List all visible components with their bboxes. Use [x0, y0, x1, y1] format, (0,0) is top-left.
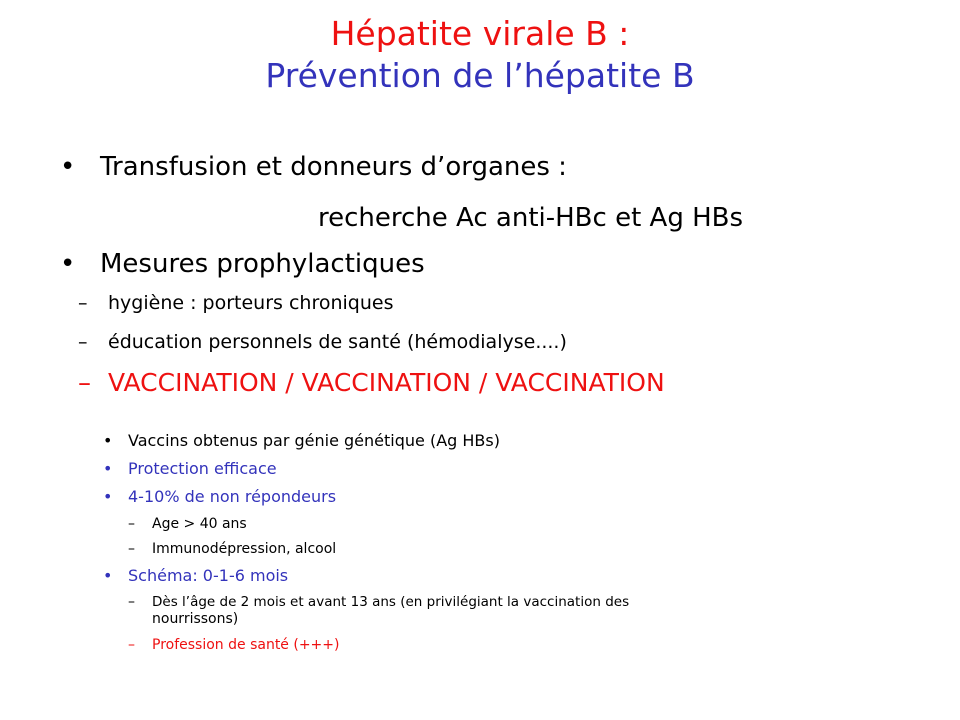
sub-des-age: Dès l’âge de 2 mois et avant 13 ans (en privilégiant la vaccination des — [152, 594, 630, 610]
dash-icon: – — [128, 637, 135, 653]
sub-education: éducation personnels de santé (hémodialyse....) — [108, 331, 567, 353]
bullet-icon: • — [103, 431, 113, 450]
slide-title-line1: Hépatite virale B : — [330, 14, 630, 53]
bullet-icon: • — [60, 249, 76, 279]
dash-icon: – — [128, 541, 135, 557]
sub-profession-sante: Profession de santé (+++) — [152, 637, 340, 653]
item-vaccins-obtenus: Vaccins obtenus par génie génétique (Ag HBs) — [128, 431, 500, 450]
dash-icon: – — [128, 594, 135, 610]
bullet-icon: • — [60, 152, 76, 182]
sub-age: Age > 40 ans — [152, 516, 247, 532]
sub-vaccination: VACCINATION / VACCINATION / VACCINATION — [108, 368, 665, 397]
dash-icon: – — [78, 331, 88, 353]
bullet-mesures: Mesures prophylactiques — [100, 249, 425, 279]
item-schema: Schéma: 0-1-6 mois — [128, 566, 289, 585]
bullet-transfusion: Transfusion et donneurs d’organes : — [100, 152, 567, 182]
bullet-icon: • — [103, 487, 113, 506]
slide-title-line2: Prévention de l’hépatite B — [265, 56, 695, 95]
bullet-icon: • — [103, 459, 113, 478]
sub-hygiene: hygiène : porteurs chroniques — [108, 292, 394, 314]
item-protection-efficace: Protection efficace — [128, 459, 277, 478]
bullet-transfusion-continuation: recherche Ac anti-HBc et Ag HBs — [318, 203, 744, 233]
sub-des-age-continuation: nourrissons) — [152, 611, 239, 627]
dash-icon: – — [78, 292, 88, 314]
item-non-repondeurs: 4-10% de non répondeurs — [128, 487, 337, 506]
bullet-icon: • — [103, 566, 113, 585]
sub-immunodepression: Immunodépression, alcool — [152, 541, 337, 557]
dash-icon: – — [78, 368, 91, 398]
dash-icon: – — [128, 516, 135, 532]
